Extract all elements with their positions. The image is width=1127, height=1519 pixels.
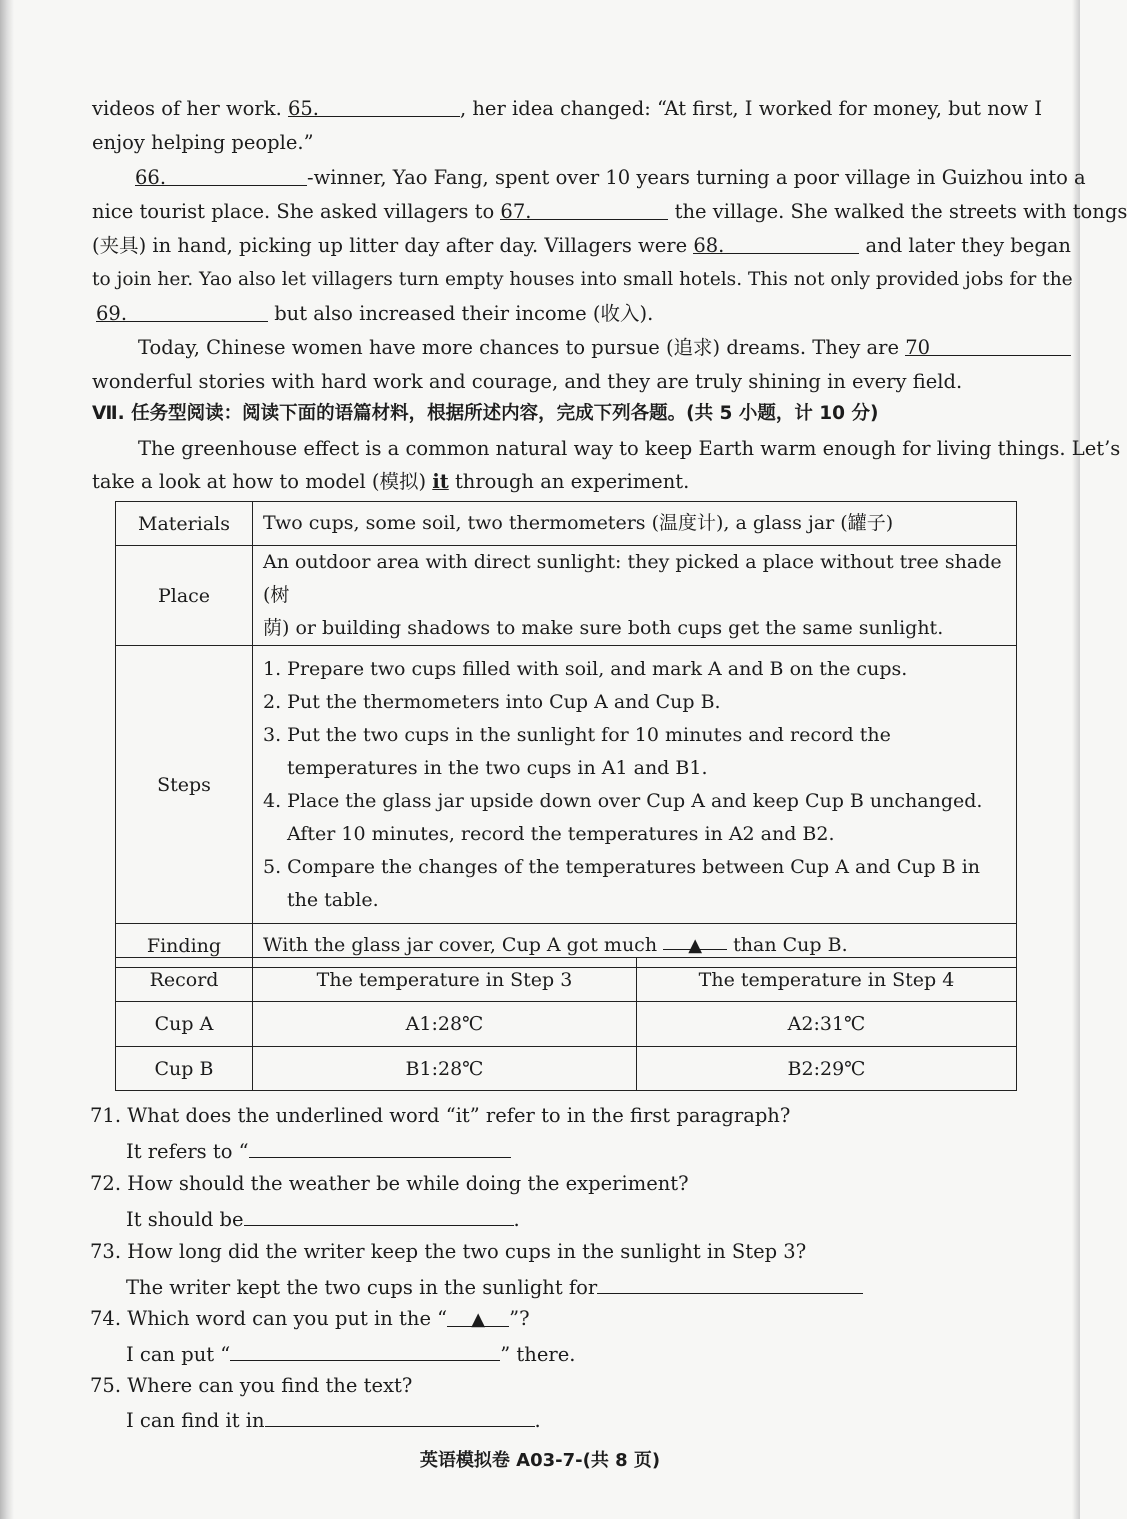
answer-line: I can find it in .	[126, 1406, 541, 1434]
table-header-row	[116, 958, 1017, 1002]
place-label: Place	[116, 546, 253, 646]
step-item: 2. Put the thermometers into Cup A and Cup B.	[263, 690, 721, 713]
table-row	[116, 646, 1017, 924]
answer-line: I can put “ ” there.	[126, 1340, 575, 1368]
passage-line: enjoy helping people.”	[92, 131, 314, 154]
finding-blank[interactable]	[663, 929, 727, 956]
passage-line: videos of her work. 65. , her idea changed: “At first, I worked for money, but now I	[92, 97, 1043, 120]
question-73: 73. How long did the writer keep the two cups in the sunlight in Step 3?	[90, 1240, 807, 1263]
blank-70[interactable]: 70	[905, 335, 1071, 356]
table-cell: A1:28℃	[253, 1002, 637, 1047]
table-cell: Cup A	[116, 1002, 253, 1047]
blank-65[interactable]: 65.	[288, 96, 460, 117]
triangle-icon: ▲	[471, 1309, 486, 1330]
answer-blank-75[interactable]	[265, 1406, 535, 1427]
column-header: Record	[116, 958, 253, 1002]
passage-line: (夹具) in hand, picking up litter day after day. Villagers were 68. and later they began	[92, 234, 1071, 257]
triangle-blank	[447, 1306, 509, 1330]
scan-right-edge	[1072, 0, 1080, 1519]
step-item: 3. Put the two cups in the sunlight for 10 minutes and record the temperatures in the two cups in A1 and B1.	[263, 723, 891, 779]
column-header: The temperature in Step 4	[637, 958, 1017, 1002]
materials-label: Materials	[116, 502, 253, 546]
blank-69[interactable]: 69.	[96, 301, 268, 322]
section-heading: Ⅶ. 任务型阅读：阅读下面的语篇材料，根据所述内容，完成下列各题。(共 5 小题，计 10 分)	[92, 403, 879, 424]
column-header: The temperature in Step 3	[253, 958, 637, 1002]
table-row	[116, 502, 1017, 546]
passage-line: nice tourist place. She asked villagers to 67. the village. She walked the streets with tongs	[92, 200, 1127, 223]
answer-blank-71[interactable]	[249, 1137, 511, 1158]
blank-66[interactable]: 66.	[135, 165, 307, 186]
intro-line: take a look at how to model (模拟) it through an experiment.	[92, 470, 690, 493]
record-table	[115, 957, 1017, 1091]
page-footer: 英语模拟卷 A03-7-(共 8 页)	[419, 1450, 661, 1471]
underlined-it: it	[432, 470, 449, 493]
steps-list	[253, 646, 1017, 924]
scan-left-edge	[0, 0, 14, 1519]
passage-line: 69. but also increased their income (收入).	[96, 302, 654, 325]
blank-67[interactable]: 67.	[500, 199, 668, 220]
answer-blank-74[interactable]	[230, 1340, 500, 1361]
passage-line: to join her. Yao also let villagers turn empty houses into small hotels. This not only provided jobs for the	[92, 269, 1073, 290]
intro-line: The greenhouse effect is a common natural way to keep Earth warm enough for living things. Let’s	[138, 437, 1121, 460]
table-cell: A2:31℃	[637, 1002, 1017, 1047]
passage-line: Today, Chinese women have more chances to pursue (追求) dreams. They are 70	[138, 335, 1071, 361]
step-item: 5. Compare the changes of the temperatures between Cup A and Cup B in the table.	[263, 855, 981, 911]
table-cell: B1:28℃	[253, 1047, 637, 1091]
table-cell: Cup B	[116, 1047, 253, 1091]
question-72: 72. How should the weather be while doing the experiment?	[90, 1172, 689, 1195]
answer-line: The writer kept the two cups in the sunlight for	[126, 1273, 863, 1301]
passage-line: 66. -winner, Yao Fang, spent over 10 years turning a poor village in Guizhou into a	[135, 166, 1086, 189]
materials-text: Two cups, some soil, two thermometers (温度计), a glass jar (罐子)	[253, 502, 1017, 546]
finding-label: Finding	[116, 924, 253, 968]
question-71: 71. What does the underlined word “it” refer to in the first paragraph?	[90, 1104, 791, 1127]
finding-text: With the glass jar cover, Cup A got much ▲ than Cup B.	[253, 924, 1017, 968]
blank-68[interactable]: 68.	[693, 233, 859, 254]
experiment-table	[115, 501, 1017, 968]
step-item: 1. Prepare two cups filled with soil, and mark A and B on the cups.	[263, 657, 908, 680]
triangle-icon: ▲	[688, 935, 703, 956]
place-text: An outdoor area with direct sunlight: they picked a place without tree shade (树 荫) or building shadows to make sure both cups get the same sunlight.	[253, 546, 1017, 646]
answer-blank-72[interactable]	[244, 1205, 514, 1226]
step-item: 4. Place the glass jar upside down over Cup A and keep Cup B unchanged. After 10 minutes, record the temperatures in A2 and B2.	[263, 789, 983, 845]
passage-line: wonderful stories with hard work and courage, and they are truly shining in every field.	[92, 370, 963, 393]
table-cell: B2:29℃	[637, 1047, 1017, 1091]
answer-line: It should be .	[126, 1205, 520, 1233]
steps-label: Steps	[116, 646, 253, 924]
table-row	[116, 546, 1017, 646]
answer-line: It refers to “	[126, 1137, 511, 1165]
question-74: 74. Which word can you put in the “ ▲ ”?	[90, 1307, 530, 1330]
answer-blank-73[interactable]	[597, 1273, 863, 1294]
table-row	[116, 1047, 1017, 1091]
question-75: 75. Where can you find the text?	[90, 1374, 413, 1397]
table-row	[116, 1002, 1017, 1047]
